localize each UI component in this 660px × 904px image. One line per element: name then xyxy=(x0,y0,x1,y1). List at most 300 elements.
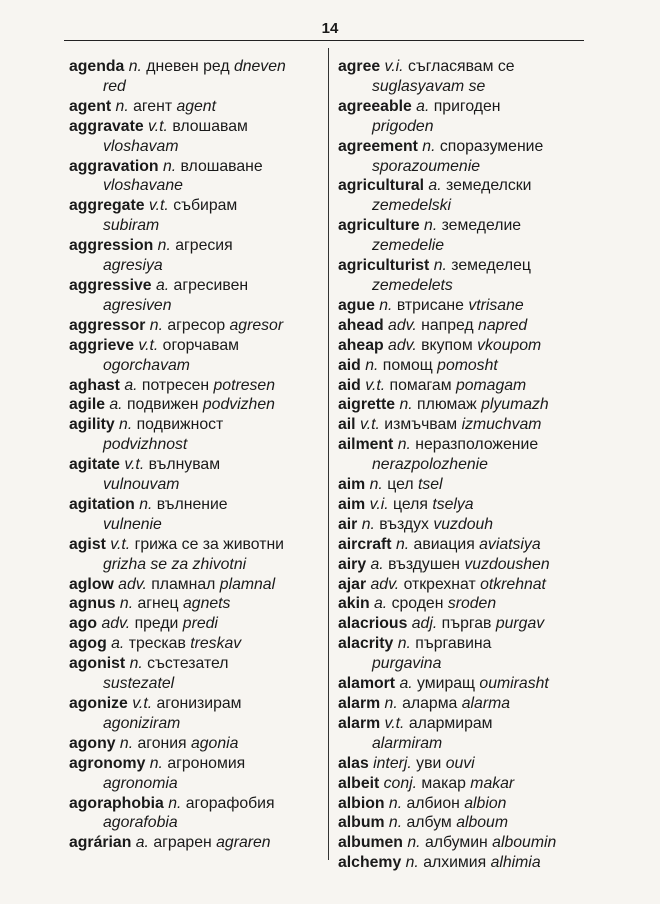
entry-translation: вкупом xyxy=(421,336,473,354)
entry-translation: помагам xyxy=(389,376,452,394)
entry-part-of-speech: n. xyxy=(433,257,447,275)
dictionary-entry xyxy=(338,415,590,435)
entry-transliteration: vkoupom xyxy=(477,336,542,354)
dictionary-entry xyxy=(338,754,590,774)
dictionary-entry xyxy=(338,694,590,714)
entry-headword: aheap xyxy=(338,336,384,354)
dictionary-entry xyxy=(69,336,321,376)
entry-line xyxy=(338,794,590,814)
dictionary-entry xyxy=(338,435,590,475)
entry-transliteration: alboum xyxy=(456,814,508,832)
column-divider xyxy=(328,48,329,860)
entry-translation: състезател xyxy=(147,655,229,673)
entry-translation: напред xyxy=(421,316,474,334)
dictionary-entry xyxy=(69,415,321,455)
dictionary-entry xyxy=(69,594,321,614)
entry-part-of-speech: v.t. xyxy=(132,695,153,712)
dictionary-entry xyxy=(69,455,321,495)
entry-part-of-speech: n. xyxy=(168,794,182,812)
dictionary-entry xyxy=(69,694,321,734)
entry-line xyxy=(338,535,590,555)
entry-headword: aggressive xyxy=(69,276,152,294)
entry-line xyxy=(338,594,590,614)
dictionary-entry xyxy=(338,376,590,396)
entry-translation: вълнувам xyxy=(148,456,221,474)
entry-part-of-speech: n. xyxy=(369,476,383,494)
entry-part-of-speech: v.t. xyxy=(124,456,145,474)
dictionary-entry xyxy=(338,575,590,595)
dictionary-entry xyxy=(338,634,590,674)
entry-transliteration-continued: subiram xyxy=(103,217,160,235)
entry-line xyxy=(338,57,590,77)
entry-headword: agree xyxy=(338,58,381,75)
entry-line xyxy=(69,395,321,415)
entry-transliteration: pomosht xyxy=(437,356,498,374)
entry-transliteration: tselya xyxy=(432,495,474,513)
entry-part-of-speech: n. xyxy=(424,217,438,235)
entry-transliteration: vuzdouh xyxy=(433,515,494,533)
entry-part-of-speech: n. xyxy=(149,316,163,334)
entry-headword: alarm xyxy=(338,714,381,732)
entry-part-of-speech: adv. xyxy=(101,615,131,633)
entry-part-of-speech: n. xyxy=(397,635,411,653)
entry-translation: подвижен xyxy=(126,396,199,414)
entry-line xyxy=(338,97,590,117)
entry-part-of-speech: a. xyxy=(111,635,125,653)
header-rule xyxy=(64,40,584,41)
entry-transliteration-continued: agoniziram xyxy=(103,714,181,732)
entry-translation: умиращ xyxy=(417,675,476,693)
entry-headword: ago xyxy=(69,615,98,633)
entry-line xyxy=(69,455,321,475)
entry-headword: agenda xyxy=(69,58,125,75)
entry-part-of-speech: v.t. xyxy=(110,535,131,553)
entry-translation: целя xyxy=(393,495,428,513)
entry-line xyxy=(69,575,321,595)
entry-line xyxy=(338,634,590,654)
entry-part-of-speech: n. xyxy=(157,237,171,255)
entry-headword: alas xyxy=(338,754,369,772)
dictionary-entry xyxy=(338,555,590,575)
left-column xyxy=(69,57,321,853)
entry-part-of-speech: n. xyxy=(365,356,379,374)
entry-translation: събирам xyxy=(173,197,238,215)
entry-translation: измъчвам xyxy=(384,416,458,434)
entry-transliteration-continued: vloshavane xyxy=(103,177,183,195)
entry-transliteration: predi xyxy=(182,615,218,633)
dictionary-entry xyxy=(338,316,590,336)
entry-headword: agriculturist xyxy=(338,257,430,275)
entry-headword: alamort xyxy=(338,675,396,693)
dictionary-entry xyxy=(69,575,321,595)
entry-transliteration-continued: vloshavam xyxy=(103,137,179,155)
entry-headword: air xyxy=(338,515,358,533)
entry-line xyxy=(69,276,321,296)
entry-line xyxy=(338,614,590,634)
entry-translation: трескав xyxy=(128,635,186,653)
dictionary-entry xyxy=(69,97,321,117)
dictionary-entry xyxy=(338,336,590,356)
entry-headword: aggrieve xyxy=(69,336,134,354)
entry-headword: alacrious xyxy=(338,615,408,633)
entry-part-of-speech: a. xyxy=(370,555,384,573)
dictionary-entry xyxy=(69,157,321,197)
entry-headword: agonist xyxy=(69,655,126,673)
entry-transliteration: sroden xyxy=(447,595,497,613)
dictionary-entry xyxy=(338,475,590,495)
entry-translation: агресор xyxy=(167,316,226,334)
entry-headword: agitate xyxy=(69,456,120,474)
entry-transliteration-continued: grizha se za zhivotni xyxy=(103,555,247,573)
dictionary-entry xyxy=(69,833,321,853)
entry-transliteration: potresen xyxy=(213,376,275,394)
dictionary-entry xyxy=(69,495,321,535)
dictionary-entry xyxy=(69,376,321,396)
entry-translation: помощ xyxy=(382,356,433,374)
entry-line xyxy=(69,734,321,754)
entry-translation: влошаване xyxy=(180,157,263,175)
entry-translation: вълнение xyxy=(156,495,228,513)
entry-part-of-speech: n. xyxy=(119,416,133,434)
entry-transliteration: agresor xyxy=(229,316,284,334)
entry-part-of-speech: a. xyxy=(124,376,138,394)
entry-translation: агония xyxy=(137,734,187,752)
entry-translation: преди xyxy=(134,615,179,633)
entry-headword: aggression xyxy=(69,237,154,255)
entry-transliteration-continued: vulnouvam xyxy=(103,476,180,494)
entry-part-of-speech: a. xyxy=(109,396,123,414)
entry-headword: agog xyxy=(69,635,107,653)
entry-part-of-speech: n. xyxy=(407,834,421,852)
entry-translation: грижа се за животни xyxy=(134,535,284,553)
entry-part-of-speech: n. xyxy=(422,137,436,155)
entry-transliteration-continued: agresiya xyxy=(103,257,163,275)
entry-transliteration-continued: agronomia xyxy=(103,774,178,792)
entry-part-of-speech: n. xyxy=(119,595,134,613)
entry-line xyxy=(338,296,590,316)
entry-transliteration-continued: zemedelski xyxy=(372,197,452,215)
entry-line xyxy=(338,376,590,396)
entry-translation: въздушен xyxy=(388,555,461,573)
entry-part-of-speech: n. xyxy=(388,794,403,812)
entry-translation: открехнат xyxy=(403,575,476,593)
entry-translation: албион xyxy=(406,794,460,812)
entry-translation: дневен ред xyxy=(146,58,230,75)
entry-part-of-speech: v.t. xyxy=(384,714,405,732)
dictionary-entry xyxy=(338,614,590,634)
entry-headword: airy xyxy=(338,555,367,573)
entry-translation: макар xyxy=(421,774,466,792)
dictionary-entry xyxy=(338,833,590,853)
entry-line xyxy=(338,833,590,853)
entry-transliteration-continued: red xyxy=(103,77,126,95)
entry-headword: agrárian xyxy=(69,834,132,852)
entry-part-of-speech: v.i. xyxy=(369,495,389,513)
entry-line xyxy=(69,236,321,256)
entry-part-of-speech: adv. xyxy=(118,575,147,593)
entry-headword: agronomy xyxy=(69,754,146,772)
entry-headword: agent xyxy=(69,97,112,115)
entry-line xyxy=(69,654,321,674)
page-number: 14 xyxy=(321,20,339,37)
entry-headword: agility xyxy=(69,416,115,434)
entry-translation: агорафобия xyxy=(185,794,275,812)
entry-transliteration: napred xyxy=(478,316,528,334)
entry-part-of-speech: conj. xyxy=(383,774,418,792)
entry-transliteration-continued: nerazpolozhenie xyxy=(372,456,488,474)
dictionary-entry xyxy=(69,535,321,575)
entry-transliteration: ouvi xyxy=(445,754,475,772)
entry-part-of-speech: a. xyxy=(135,834,149,852)
entry-line xyxy=(69,157,321,177)
entry-line xyxy=(69,336,321,356)
entry-transliteration: treskav xyxy=(190,635,242,653)
entry-headword: aircraft xyxy=(338,535,392,553)
entry-transliteration: albion xyxy=(464,794,507,812)
entry-part-of-speech: a. xyxy=(155,276,170,294)
entry-line xyxy=(69,415,321,435)
entry-line xyxy=(69,57,321,77)
entry-part-of-speech: n. xyxy=(149,754,163,772)
entry-translation: алармирам xyxy=(408,714,493,732)
entry-headword: aim xyxy=(338,476,366,494)
entry-line xyxy=(69,376,321,396)
dictionary-entry xyxy=(338,216,590,256)
dictionary-entry xyxy=(338,176,590,216)
entry-line xyxy=(338,415,590,435)
entry-line xyxy=(338,515,590,535)
entry-headword: agricultural xyxy=(338,177,425,195)
entry-part-of-speech: n. xyxy=(119,734,134,752)
entry-transliteration-continued: agresiven xyxy=(103,296,172,314)
dictionary-entry xyxy=(69,654,321,694)
entry-transliteration: vtrisane xyxy=(468,296,524,314)
entry-line xyxy=(338,674,590,694)
entry-headword: aid xyxy=(338,376,361,394)
entry-headword: aggravate xyxy=(69,117,144,135)
entry-headword: agonize xyxy=(69,695,128,712)
dictionary-entry xyxy=(338,774,590,794)
entry-transliteration-continued: prigoden xyxy=(372,117,434,135)
entry-translation: потресен xyxy=(141,376,210,394)
entry-line xyxy=(338,216,590,236)
entry-translation: агресия xyxy=(175,237,233,255)
entry-headword: alchemy xyxy=(338,854,402,872)
entry-line xyxy=(69,833,321,853)
entry-headword: agitation xyxy=(69,495,135,513)
entry-part-of-speech: interj. xyxy=(373,754,412,772)
entry-translation: цел xyxy=(387,476,414,494)
entry-transliteration-continued: sporazoumenie xyxy=(372,157,481,175)
entry-part-of-speech: v.t. xyxy=(365,376,386,394)
entry-transliteration: tsel xyxy=(417,476,443,494)
entry-translation: огорчавам xyxy=(162,336,239,354)
entry-line xyxy=(338,575,590,595)
dictionary-entry xyxy=(338,356,590,376)
entry-headword: albion xyxy=(338,794,385,812)
entry-transliteration-continued: purgavina xyxy=(372,655,442,673)
entry-part-of-speech: n. xyxy=(397,436,411,454)
entry-transliteration: alhimia xyxy=(490,854,541,872)
entry-transliteration-continued: vulnenie xyxy=(103,515,162,533)
entry-part-of-speech: v.t. xyxy=(148,197,169,215)
entry-transliteration: podvizhen xyxy=(202,396,275,414)
entry-transliteration: aviatsiya xyxy=(479,535,541,553)
entry-headword: ajar xyxy=(338,575,367,593)
entry-transliteration: dneven xyxy=(233,58,286,75)
entry-translation: аларма xyxy=(402,695,458,712)
dictionary-entry xyxy=(69,614,321,634)
dictionary-entry xyxy=(69,236,321,276)
dictionary-entry xyxy=(338,256,590,296)
entry-part-of-speech: n. xyxy=(361,515,375,533)
entry-transliteration: plamnal xyxy=(219,575,276,593)
entry-headword: agoraphobia xyxy=(69,794,164,812)
dictionary-entry xyxy=(338,296,590,316)
entry-translation: въздух xyxy=(379,515,429,533)
entry-part-of-speech: adj. xyxy=(411,615,438,633)
entry-part-of-speech: a. xyxy=(399,675,413,693)
entry-part-of-speech: n. xyxy=(405,854,419,872)
entry-transliteration: agnets xyxy=(183,595,231,613)
entry-translation: влошавам xyxy=(172,117,248,135)
entry-translation: албумин xyxy=(424,834,488,852)
entry-translation: авиация xyxy=(413,535,475,553)
entry-translation: земеделец xyxy=(451,257,531,275)
entry-line xyxy=(69,754,321,774)
entry-headword: alacrity xyxy=(338,635,394,653)
entry-line xyxy=(338,435,590,455)
entry-transliteration-continued: agorafobia xyxy=(103,814,178,832)
entry-headword: agile xyxy=(69,396,105,414)
entry-line xyxy=(338,336,590,356)
entry-translation: агрономия xyxy=(167,754,246,772)
entry-line xyxy=(338,754,590,774)
entry-transliteration: vuzdoushen xyxy=(464,555,550,573)
entry-line xyxy=(338,495,590,515)
dictionary-entry xyxy=(338,674,590,694)
entry-line xyxy=(338,176,590,196)
entry-transliteration-continued: zemedelie xyxy=(372,237,445,255)
entry-translation: земеделски xyxy=(446,177,532,195)
entry-headword: aggravation xyxy=(69,157,159,175)
entry-headword: albumen xyxy=(338,834,403,852)
entry-part-of-speech: n. xyxy=(129,655,143,673)
dictionary-entry xyxy=(69,754,321,794)
entry-part-of-speech: a. xyxy=(416,97,430,115)
entry-headword: aggressor xyxy=(69,316,146,334)
entry-part-of-speech: n. xyxy=(115,97,129,115)
entry-line xyxy=(338,813,590,833)
dictionary-entry xyxy=(338,97,590,137)
entry-line xyxy=(69,634,321,654)
entry-part-of-speech: n. xyxy=(395,535,410,553)
entry-part-of-speech: v.t. xyxy=(138,336,159,354)
entry-part-of-speech: adv. xyxy=(388,316,417,334)
dictionary-entry xyxy=(69,57,321,97)
entry-transliteration: alarma xyxy=(461,695,511,712)
entry-translation: пъргавина xyxy=(415,635,492,653)
entry-translation: пригоден xyxy=(433,97,501,115)
entry-part-of-speech: n. xyxy=(379,296,393,314)
entry-part-of-speech: n. xyxy=(384,695,398,712)
entry-transliteration: agonia xyxy=(190,734,239,752)
dictionary-entry xyxy=(338,495,590,515)
entry-transliteration-continued: podvizhnost xyxy=(103,436,188,454)
entry-transliteration-continued: alarmiram xyxy=(372,734,443,752)
entry-transliteration: oumirasht xyxy=(479,675,549,693)
dictionary-entry xyxy=(338,395,590,415)
entry-translation: алхимия xyxy=(423,854,487,872)
entry-headword: ail xyxy=(338,416,356,434)
entry-headword: alarm xyxy=(338,695,381,712)
dictionary-entry xyxy=(338,515,590,535)
entry-translation: пламнал xyxy=(151,575,216,593)
entry-line xyxy=(69,316,321,336)
entry-headword: ahead xyxy=(338,316,384,334)
entry-part-of-speech: adv. xyxy=(388,336,417,354)
entry-translation: втрисане xyxy=(396,296,464,314)
entry-translation: подвижност xyxy=(136,416,224,434)
entry-transliteration: otkrehnat xyxy=(480,575,546,593)
entry-transliteration: agent xyxy=(176,97,216,115)
entry-part-of-speech: a. xyxy=(374,595,388,613)
entry-translation: неразположение xyxy=(415,436,539,454)
entry-line xyxy=(338,714,590,734)
entry-transliteration-continued: sustezatel xyxy=(103,675,175,693)
entry-transliteration: makar xyxy=(470,774,515,792)
entry-headword: ague xyxy=(338,296,375,314)
dictionary-entry xyxy=(69,196,321,236)
entry-part-of-speech: a. xyxy=(428,177,442,195)
dictionary-entry xyxy=(69,276,321,316)
entry-headword: aghast xyxy=(69,376,120,394)
entry-part-of-speech: n. xyxy=(399,396,413,414)
entry-transliteration-continued: suglasyavam se xyxy=(372,77,486,95)
entry-translation: уви xyxy=(416,754,442,772)
entry-line xyxy=(69,614,321,634)
entry-translation: агнец xyxy=(137,595,179,613)
entry-translation: албум xyxy=(406,814,452,832)
entry-line xyxy=(338,356,590,376)
entry-part-of-speech: n. xyxy=(139,495,153,513)
entry-headword: aglow xyxy=(69,575,114,593)
entry-line xyxy=(69,117,321,137)
dictionary-entry xyxy=(338,714,590,754)
entry-headword: agriculture xyxy=(338,217,420,235)
entry-headword: akin xyxy=(338,595,370,613)
entry-line xyxy=(338,475,590,495)
entry-transliteration: izmuchvam xyxy=(461,416,542,434)
dictionary-entry xyxy=(338,535,590,555)
entry-line xyxy=(69,694,321,714)
entry-transliteration-continued: ogorchavam xyxy=(103,356,190,374)
entry-line xyxy=(69,794,321,814)
entry-part-of-speech: adv. xyxy=(370,575,400,593)
entry-line xyxy=(338,853,590,873)
entry-headword: agnus xyxy=(69,595,116,613)
entry-headword: album xyxy=(338,814,385,832)
entry-translation: земеделие xyxy=(441,217,522,235)
entry-part-of-speech: v.i. xyxy=(384,58,404,75)
entry-headword: ailment xyxy=(338,436,394,454)
dictionary-entry xyxy=(69,734,321,754)
entry-headword: agony xyxy=(69,734,116,752)
entry-line xyxy=(338,694,590,714)
entry-translation: аграрен xyxy=(153,834,212,852)
dictionary-entry xyxy=(338,594,590,614)
dictionary-entry xyxy=(69,117,321,157)
